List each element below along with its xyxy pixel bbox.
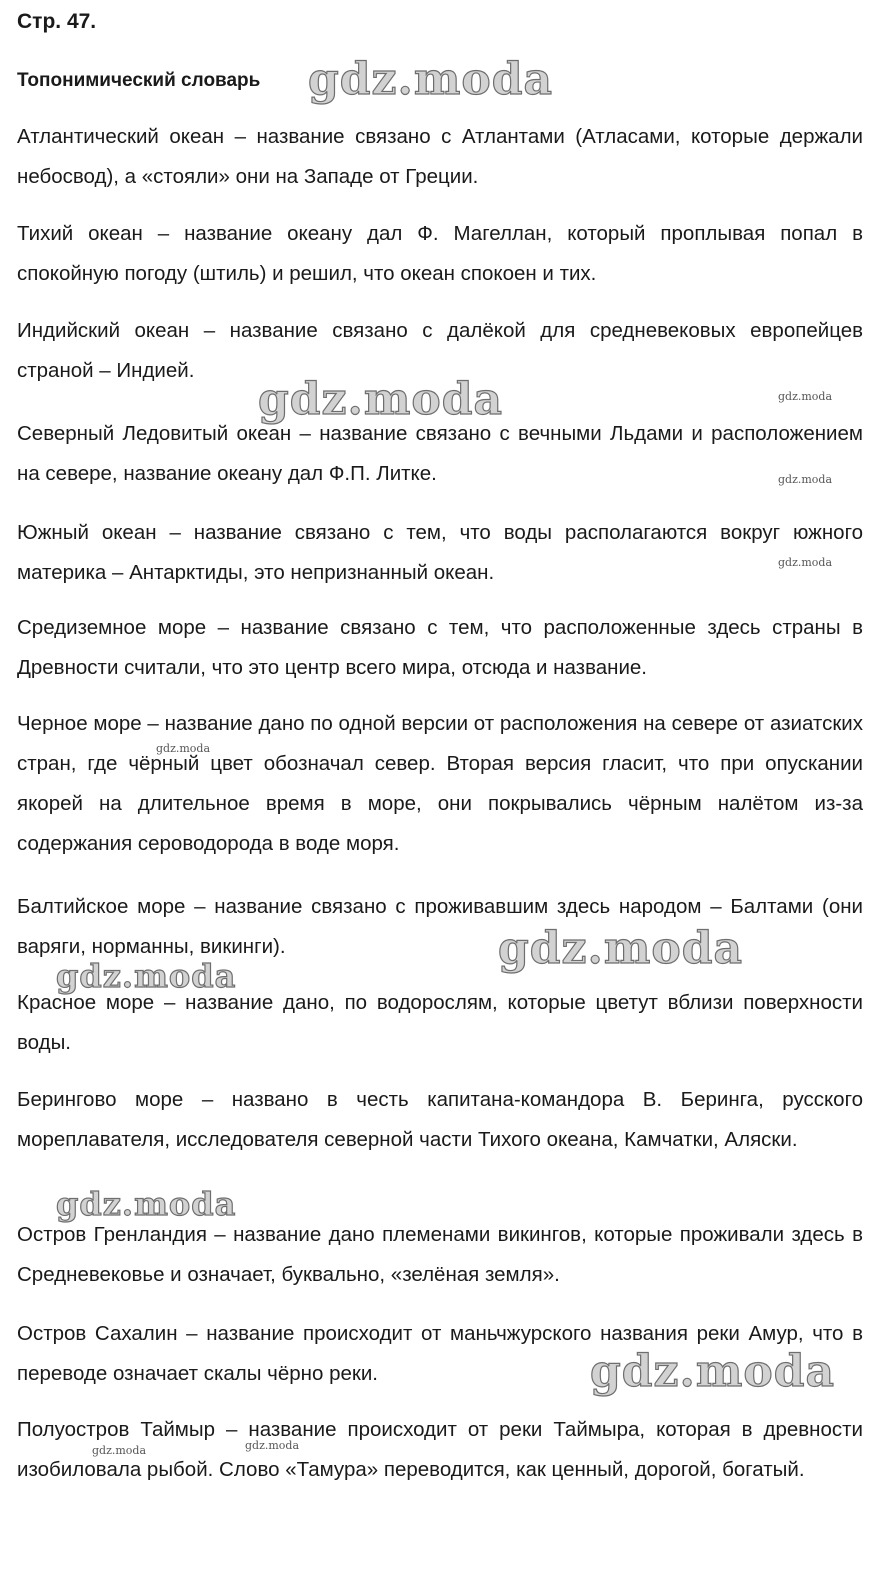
entry-southern-ocean: Южный океан – название связано с тем, что воды располагаются вокруг южного материка – Антарктиды, это непризнанный океан. bbox=[17, 521, 863, 584]
entry-arctic-ocean: Северный Ледовитый океан – название связано с вечными Льдами и расположением на севере, название океану дал Ф.П. Литке. bbox=[17, 422, 863, 485]
entry-bering-sea: Берингово море – названо в честь капитана-командора В. Беринга, русского мореплавателя, исследователя северной части Тихого океана, Камчатки, Аляски. bbox=[17, 1088, 863, 1151]
watermark-logo: gdz.moda bbox=[308, 54, 554, 105]
watermark-small: gdz.moda bbox=[778, 556, 833, 569]
dictionary-title: Топонимический словарь bbox=[17, 70, 261, 91]
entry-red-sea: Красное море – название дано, по водорослям, которые цветут вблизи поверхности воды. bbox=[17, 991, 863, 1054]
entry-baltic-sea: Балтийское море – название связано с проживавшим здесь народом – Балтами (они варяги, норманны, викинги). bbox=[17, 895, 863, 958]
entry-atlantic-ocean: Атлантический океан – название связано с Атлантами (Атласами, которые держали небосвод), а «стояли» они на Западе от Греции. bbox=[17, 125, 863, 188]
entry-indian-ocean: Индийский океан – название связано с далёкой для средневековых европейцев страной – Индией. bbox=[17, 319, 863, 382]
entry-pacific-ocean: Тихий океан – название океану дал Ф. Магеллан, который проплывая попал в спокойную погоду (штиль) и решил, что океан спокоен и тих. bbox=[17, 222, 863, 285]
watermark-logo: gdz.moda bbox=[498, 923, 744, 974]
page-number: Стр. 47. bbox=[17, 10, 97, 33]
entry-taimyr-peninsula: Полуостров Таймыр – название происходит от реки Таймыра, которая в древности изобиловала рыбой. Слово «Тамура» переводится, как ценный, дорогой, богатый. bbox=[17, 1418, 863, 1481]
watermark-small: gdz.moda bbox=[156, 742, 211, 755]
watermark-small: gdz.moda bbox=[778, 390, 833, 403]
entry-sakhalin-island: Остров Сахалин – название происходит от маньчжурского названия реки Амур, что в переводе означает скалы чёрно реки. bbox=[17, 1322, 863, 1385]
watermark-logo: gdz.moda bbox=[590, 1346, 836, 1397]
watermark-logo: gdz.moda bbox=[56, 957, 237, 995]
watermark-small: gdz.moda bbox=[245, 1439, 300, 1452]
entry-black-sea: Черное море – название дано по одной версии от расположения на севере от азиатских стран, где чёрный цвет обозначал север. Вторая версия гласит, что при опускании якорей на длительное время в море, они покрывались чёрным налётом из-за содержания сероводорода в воде моря. bbox=[17, 712, 863, 855]
watermark-small: gdz.moda bbox=[92, 1444, 147, 1457]
entry-mediterranean-sea: Средиземное море – название связано с тем, что расположенные здесь страны в Древности считали, что это центр всего мира, отсюда и название. bbox=[17, 616, 863, 679]
entry-greenland-island: Остров Гренландия – название дано племенами викингов, которые проживали здесь в Средневековье и означает, буквально, «зелёная земля». bbox=[17, 1223, 863, 1286]
watermark-small: gdz.moda bbox=[778, 473, 833, 486]
watermark-logo: gdz.moda bbox=[56, 1185, 237, 1223]
watermark-logo: gdz.moda bbox=[258, 374, 504, 425]
